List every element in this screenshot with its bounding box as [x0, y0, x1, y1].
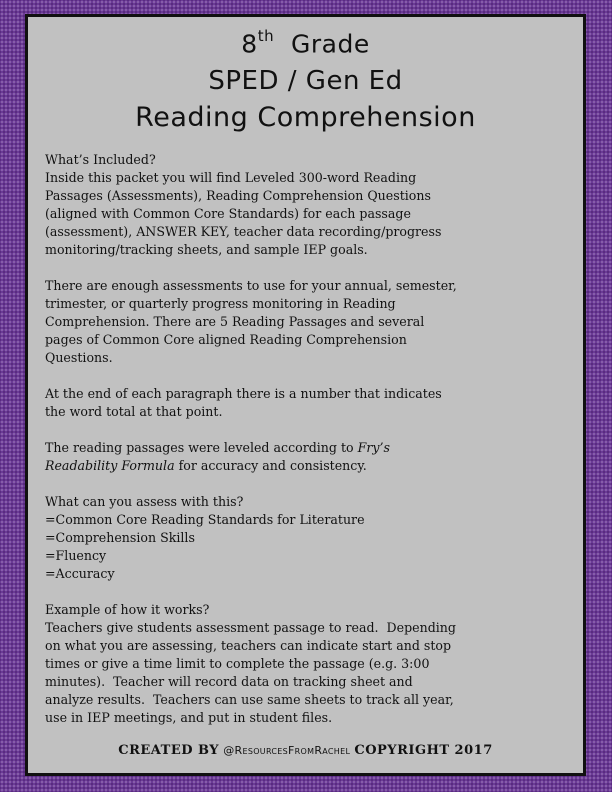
leveled-line-2 — [45, 457, 577, 475]
example-line: analyze results. Teachers can use same sheets to track all year, — [45, 692, 454, 707]
grade-word: Grade — [290, 29, 370, 59]
footer-credit — [28, 743, 583, 758]
enough-line: Questions. — [45, 350, 113, 365]
example-line: times or give a time limit to complete the passage (e.g. 3:00 — [45, 656, 430, 671]
assess-item: =Comprehension Skills — [45, 530, 195, 545]
content-panel — [25, 14, 586, 776]
example-heading: Example of how it works? — [45, 602, 210, 617]
assess-item: =Common Core Reading Standards for Literature — [45, 512, 365, 527]
paragraph-gap — [45, 259, 577, 277]
description-body — [45, 151, 577, 727]
paragraph-gap — [45, 583, 577, 601]
included-heading: What’s Included? — [45, 152, 156, 167]
enough-line: pages of Common Core aligned Reading Comprehension — [45, 332, 407, 347]
enough-line: trimester, or quarterly progress monitoring in Reading — [45, 296, 396, 311]
word-total-line: At the end of each paragraph there is a number that indicates — [45, 386, 442, 401]
grade-suffix: th — [257, 27, 275, 45]
enough-line: There are enough assessments to use for your annual, semester, — [45, 278, 457, 293]
example-line: minutes). Teacher will record data on tracking sheet and — [45, 674, 413, 689]
readability-formula-text: Readability Formula — [45, 458, 175, 473]
created-by-label: CREATED BY — [118, 743, 220, 758]
word-total-line: the word total at that point. — [45, 404, 223, 419]
assess-heading: What can you assess with this? — [45, 494, 244, 509]
paragraph-gap — [45, 421, 577, 439]
example-line: use in IEP meetings, and put in student files. — [45, 710, 333, 725]
paragraph-gap — [45, 367, 577, 385]
frys-text: Fry’s — [357, 440, 390, 455]
grade-title — [28, 29, 583, 58]
example-line: Teachers give students assessment passage to read. Depending — [45, 620, 456, 635]
assess-item: =Fluency — [45, 548, 107, 563]
example-line: on what you are assessing, teachers can indicate start and stop — [45, 638, 452, 653]
paragraph-gap — [45, 475, 577, 493]
assess-item: =Accuracy — [45, 566, 115, 581]
subject-title: Reading Comprehension — [135, 102, 476, 133]
included-line: (assessment), ANSWER KEY, teacher data recording/progress — [45, 224, 442, 239]
leveled-pre: The reading passages were leveled according to — [45, 440, 358, 455]
leveled-line-1 — [45, 439, 577, 457]
included-line: Passages (Assessments), Reading Comprehension Questions — [45, 188, 431, 203]
included-line: monitoring/tracking sheets, and sample IEP goals. — [45, 242, 368, 257]
included-line: (aligned with Common Core Standards) for each passage — [45, 206, 411, 221]
leveled-post: for accuracy and consistency. — [174, 458, 367, 473]
copyright-label: COPYRIGHT 2017 — [354, 743, 493, 758]
program-title: SPED / Gen Ed — [208, 66, 403, 96]
grade-number: 8 — [241, 29, 258, 59]
included-line: Inside this packet you will find Leveled 300-word Reading — [45, 170, 417, 185]
author-handle: @ResourcesFromRachel — [223, 744, 351, 757]
enough-line: Comprehension. There are 5 Reading Passages and several — [45, 314, 425, 329]
